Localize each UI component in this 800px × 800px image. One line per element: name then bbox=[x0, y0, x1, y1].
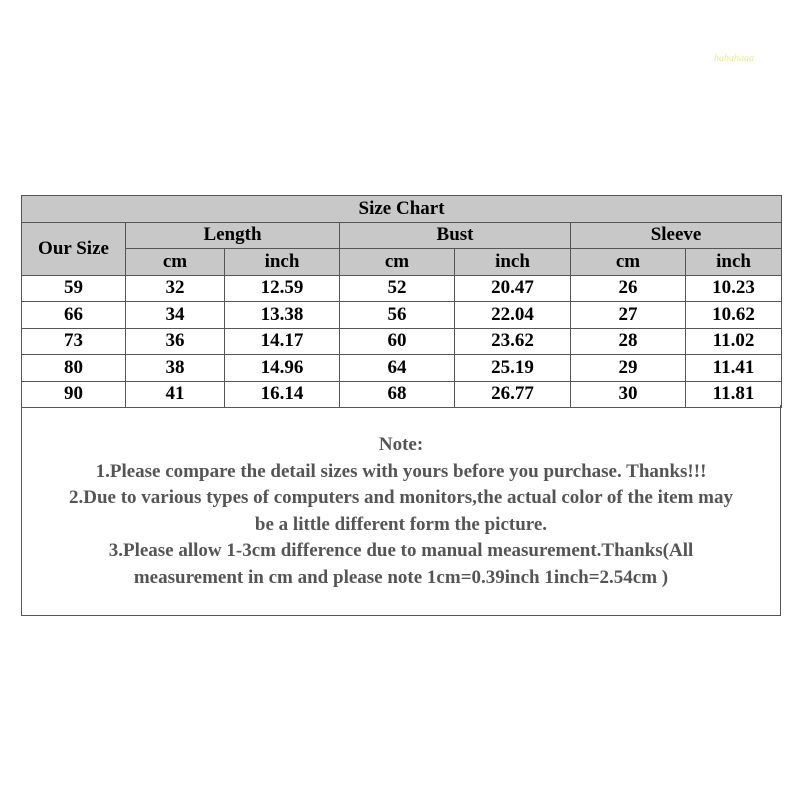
table-cell: 14.96 bbox=[225, 355, 340, 382]
unit-header: cm bbox=[571, 249, 686, 276]
note-heading: Note: bbox=[378, 434, 424, 455]
table-cell: 68 bbox=[340, 381, 455, 408]
unit-header: inch bbox=[686, 249, 782, 276]
length-header: Length bbox=[126, 222, 340, 249]
unit-header-row bbox=[22, 249, 782, 276]
table-cell: 14.17 bbox=[225, 328, 340, 355]
table-cell: 28 bbox=[571, 328, 686, 355]
table-cell: 27 bbox=[571, 302, 686, 329]
table-cell: 38 bbox=[126, 355, 225, 382]
table-cell: 13.38 bbox=[225, 302, 340, 329]
table-cell: 73 bbox=[22, 328, 126, 355]
unit-header: cm bbox=[126, 249, 225, 276]
table-cell: 22.04 bbox=[455, 302, 571, 329]
table-cell: 52 bbox=[340, 275, 455, 302]
table-cell: 11.81 bbox=[686, 381, 782, 408]
watermark-text: hahahaaa bbox=[714, 53, 754, 64]
table-cell: 64 bbox=[340, 355, 455, 382]
table-cell: 16.14 bbox=[225, 381, 340, 408]
table-cell: 11.41 bbox=[686, 355, 782, 382]
table-cell: 12.59 bbox=[225, 275, 340, 302]
note-box bbox=[21, 405, 781, 616]
note-line: 3.Please allow 1-3cm difference due to manual measurement.Thanks(All bbox=[108, 540, 694, 561]
table-cell: 60 bbox=[340, 328, 455, 355]
table-cell: 66 bbox=[22, 302, 126, 329]
table-cell: 41 bbox=[126, 381, 225, 408]
note-line: 1.Please compare the detail sizes with yours before you purchase. Thanks!!! bbox=[95, 460, 707, 482]
table-cell: 29 bbox=[571, 355, 686, 382]
table-cell: 34 bbox=[126, 302, 225, 329]
note-line: 2.Due to various types of computers and monitors,the actual color of the item may bbox=[68, 487, 734, 508]
note-content bbox=[22, 405, 780, 591]
note-line: be a little different form the picture. bbox=[254, 513, 548, 535]
title-row bbox=[22, 196, 782, 223]
table-cell: 10.62 bbox=[686, 302, 782, 329]
table-cell: 26 bbox=[571, 275, 686, 302]
table-cell: 11.02 bbox=[686, 328, 782, 355]
our-size-header: Our Size bbox=[22, 222, 126, 275]
table-cell: 36 bbox=[126, 328, 225, 355]
table-cell: 80 bbox=[22, 355, 126, 382]
unit-header: inch bbox=[455, 249, 571, 276]
unit-header: inch bbox=[225, 249, 340, 276]
table-row bbox=[22, 275, 782, 302]
table-cell: 20.47 bbox=[455, 275, 571, 302]
note-line: measurement in cm and please note 1cm=0.39inch 1inch=2.54cm ) bbox=[133, 566, 669, 588]
sleeve-header: Sleeve bbox=[571, 222, 782, 249]
table-cell: 10.23 bbox=[686, 275, 782, 302]
table-cell: 23.62 bbox=[455, 328, 571, 355]
bust-header: Bust bbox=[340, 222, 571, 249]
table-title: Size Chart bbox=[22, 196, 782, 223]
unit-header: cm bbox=[340, 249, 455, 276]
table-row bbox=[22, 328, 782, 355]
table-cell: 32 bbox=[126, 275, 225, 302]
table-cell: 56 bbox=[340, 302, 455, 329]
table-cell: 59 bbox=[22, 275, 126, 302]
table-cell: 25.19 bbox=[455, 355, 571, 382]
table-row bbox=[22, 381, 782, 408]
size-chart-table bbox=[21, 195, 782, 408]
table-cell: 90 bbox=[22, 381, 126, 408]
table-row bbox=[22, 302, 782, 329]
table-cell: 30 bbox=[571, 381, 686, 408]
table-cell: 26.77 bbox=[455, 381, 571, 408]
group-header-row bbox=[22, 222, 782, 249]
table-row bbox=[22, 355, 782, 382]
